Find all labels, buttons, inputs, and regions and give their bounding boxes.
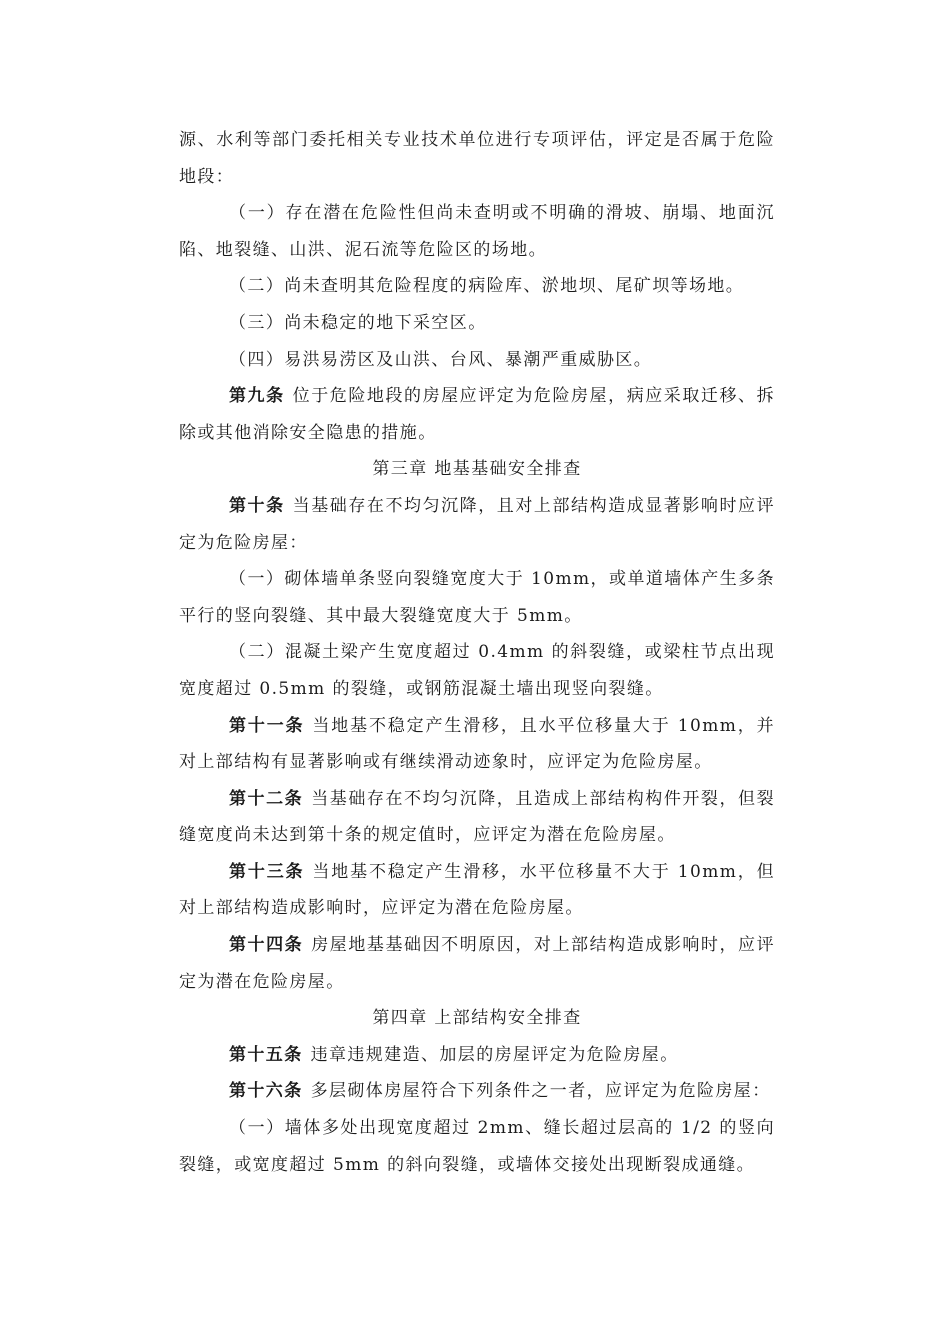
article-14 bbox=[179, 927, 775, 1000]
article-10 bbox=[179, 488, 775, 561]
list-item bbox=[179, 342, 775, 379]
article-11 bbox=[179, 708, 775, 781]
list-item-text: （一）墙体多处出现宽度超过 2mm、缝长超过层高的 1/2 的竖向裂缝，或宽度超过 5mm 的斜向裂缝，或墙体交接处出现断裂成通缝。 bbox=[179, 1118, 775, 1175]
chapter-heading-text: 第三章 地基基础安全排查 bbox=[372, 459, 582, 480]
list-item-text: （一）存在潜在危险性但尚未查明或不明确的滑坡、崩塌、地面沉陷、地裂缝、山洪、泥石流等危险区的场地。 bbox=[179, 203, 775, 260]
article-label: 第十一条 bbox=[229, 715, 305, 736]
chapter-3-heading bbox=[179, 451, 775, 488]
article-9 bbox=[179, 378, 775, 451]
list-item bbox=[179, 305, 775, 342]
list-item bbox=[179, 268, 775, 305]
list-item bbox=[179, 1110, 775, 1183]
list-item bbox=[179, 561, 775, 634]
list-item-text: （二）尚未查明其危险程度的病险库、淤地坝、尾矿坝等场地。 bbox=[229, 276, 745, 297]
paragraph-continuation bbox=[179, 122, 775, 195]
list-item-text: （二）混凝土梁产生宽度超过 0.4mm 的斜裂缝，或梁柱节点出现宽度超过 0.5mm 的裂缝，或钢筋混凝土墙出现竖向裂缝。 bbox=[179, 642, 775, 699]
article-15 bbox=[179, 1037, 775, 1074]
article-text: 违章违规建造、加层的房屋评定为危险房屋。 bbox=[310, 1044, 679, 1065]
article-text: 当基础存在不均匀沉降，且对上部结构造成显著影响时应评定为危险房屋： bbox=[179, 495, 775, 553]
list-item bbox=[179, 634, 775, 707]
chapter-heading-text: 第四章 上部结构安全排查 bbox=[372, 1008, 582, 1029]
list-item-text: （一）砌体墙单条竖向裂缝宽度大于 10mm，或单道墙体产生多条平行的竖向裂缝、其中最大裂缝宽度大于 5mm。 bbox=[179, 569, 775, 626]
article-16 bbox=[179, 1073, 775, 1110]
article-text: 位于危险地段的房屋应评定为危险房屋，病应采取迁移、拆除或其他消除安全隐患的措施。 bbox=[179, 386, 775, 443]
article-label: 第九条 bbox=[229, 386, 285, 407]
paragraph-text: 源、水利等部门委托相关专业技术单位进行专项评估，评定是否属于危险地段： bbox=[179, 130, 775, 187]
article-label: 第十三条 bbox=[229, 861, 305, 882]
article-label: 第十五条 bbox=[229, 1044, 303, 1065]
list-item bbox=[179, 195, 775, 268]
article-text: 多层砌体房屋符合下列条件之一者，应评定为危险房屋： bbox=[310, 1081, 771, 1102]
article-label: 第十二条 bbox=[229, 788, 304, 809]
article-text: 当地基不稳定产生滑移，水平位移量不大于 10mm，但对上部结构造成影响时，应评定为潜在危险房屋。 bbox=[179, 861, 775, 919]
article-13 bbox=[179, 854, 775, 927]
article-text: 当地基不稳定产生滑移，且水平位移量大于 10mm，并对上部结构有显著影响或有继续滑动迹象时，应评定为危险房屋。 bbox=[179, 715, 775, 773]
article-text: 当基础存在不均匀沉降，且造成上部结构构件开裂，但裂缝宽度尚未达到第十条的规定值时，应评定为潜在危险房屋。 bbox=[179, 788, 775, 846]
article-label: 第十六条 bbox=[229, 1081, 303, 1102]
chapter-4-heading bbox=[179, 1000, 775, 1037]
article-text: 房屋地基基础因不明原因，对上部结构造成影响时，应评定为潜在危险房屋。 bbox=[179, 935, 775, 992]
document-body bbox=[179, 122, 775, 1183]
list-item-text: （三）尚未稳定的地下采空区。 bbox=[229, 312, 487, 333]
article-label: 第十四条 bbox=[229, 935, 304, 956]
article-label: 第十条 bbox=[229, 495, 285, 516]
list-item-text: （四）易洪易涝区及山洪、台风、暴潮严重威胁区。 bbox=[229, 349, 653, 370]
article-12 bbox=[179, 781, 775, 854]
